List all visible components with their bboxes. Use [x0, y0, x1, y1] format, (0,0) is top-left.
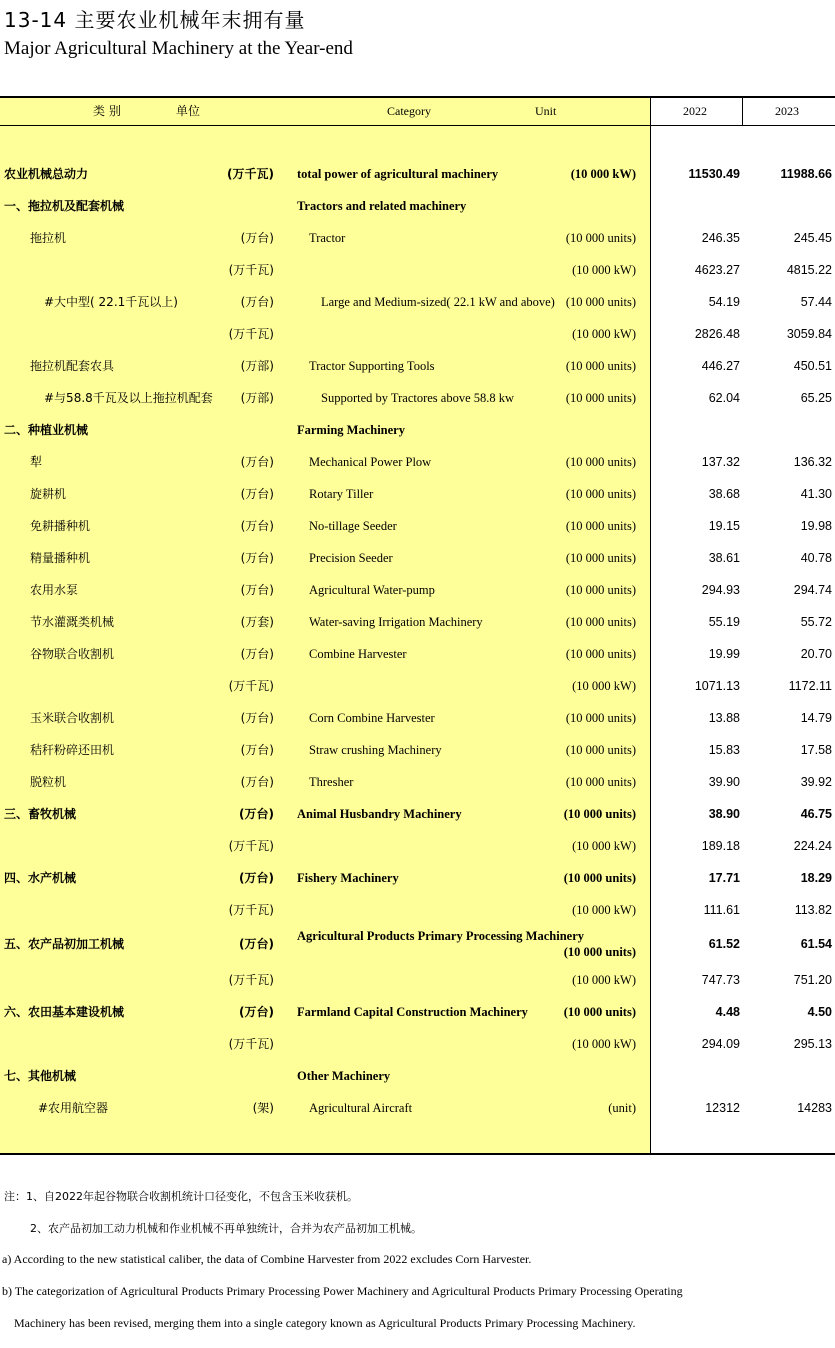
category-cn: 五、农产品初加工机械 [4, 937, 125, 951]
value-2023: 3059.84 [786, 327, 832, 341]
value-2023: 224.24 [793, 839, 832, 853]
category-en: Farmland Capital Construction Machinery [297, 1005, 528, 1019]
table-row [0, 318, 835, 350]
value-2023: 61.54 [800, 937, 832, 951]
unit-en: (10 000 units) [565, 711, 636, 725]
unit-en: (10 000 kW) [570, 167, 636, 181]
unit-en: (10 000 units) [565, 551, 636, 565]
value-2022: 19.99 [708, 647, 740, 661]
table-row [0, 1092, 835, 1124]
table-row [0, 766, 835, 798]
unit-cn: (万千瓦) [228, 973, 274, 987]
value-2023: 57.44 [800, 295, 832, 309]
category-cn: 七、其他机械 [4, 1069, 77, 1083]
table-row [0, 382, 835, 414]
category-cn: 拖拉机 [30, 231, 67, 245]
value-2022: 39.90 [708, 775, 740, 789]
category-en: Water-saving Irrigation Machinery [309, 615, 483, 629]
category-en: Fishery Machinery [297, 871, 399, 885]
category-cn: 三、畜牧机械 [4, 807, 77, 821]
unit-en: (10 000 units) [565, 647, 636, 661]
category-cn: 旋耕机 [30, 487, 67, 501]
unit-en: (10 000 kW) [572, 263, 636, 277]
value-2023: 1172.11 [788, 679, 832, 693]
category-en: Large and Medium-sized( 22.1 kW and above) [321, 295, 555, 309]
value-2022: 446.27 [701, 359, 740, 373]
unit-cn: (万台) [240, 583, 274, 597]
value-2023: 40.78 [800, 551, 832, 565]
category-cn: 谷物联合收割机 [30, 647, 115, 661]
table-row [0, 928, 835, 960]
value-2022: 38.90 [708, 807, 740, 821]
unit-cn: (万台) [240, 775, 274, 789]
value-2023: 751.20 [793, 973, 832, 987]
category-cn: 四、水产机械 [4, 871, 77, 885]
value-2023: 46.75 [800, 807, 832, 821]
value-2022: 111.61 [703, 903, 740, 917]
category-en: Corn Combine Harvester [309, 711, 435, 725]
table-row [0, 1028, 835, 1060]
category-cn: 秸秆粉碎还田机 [30, 743, 115, 757]
category-cn: 拖拉机配套农具 [30, 359, 115, 373]
table-top-rule [0, 96, 835, 98]
value-2022: 17.71 [708, 871, 740, 885]
unit-cn: (万台) [240, 551, 274, 565]
note-b-en: b) The categorization of Agricultural Products Primary Processing Power Machinery and Agricultural Products Primary Processing Operating [2, 1284, 683, 1298]
table-row [0, 964, 835, 996]
table-row [0, 254, 835, 286]
value-2022: 137.32 [701, 455, 740, 469]
value-2022: 54.19 [708, 295, 740, 309]
unit-cn: (万千瓦) [228, 903, 274, 917]
unit-cn: (万千瓦) [228, 1037, 274, 1051]
header-cn-unit: 单位 [176, 104, 201, 118]
unit-en: (10 000 units) [565, 487, 636, 501]
value-2023: 14.79 [800, 711, 832, 725]
value-2023: 245.45 [793, 231, 832, 245]
unit-cn: (万台) [240, 711, 274, 725]
unit-cn: (万台) [240, 743, 274, 757]
category-en: total power of agricultural machinery [297, 167, 499, 181]
category-cn: 精量播种机 [30, 551, 91, 565]
unit-cn: (万台) [240, 519, 274, 533]
table-row [0, 446, 835, 478]
category-en: Other Machinery [297, 1069, 391, 1083]
value-2023: 294.74 [793, 583, 832, 597]
value-2022: 2826.48 [694, 327, 740, 341]
value-2022: 12312 [705, 1101, 740, 1115]
category-en: No-tillage Seeder [309, 519, 397, 533]
note-2-cn: 2、农产品初加工动力机械和作业机械不再单独统计，合并为农产品初加工机械。 [30, 1222, 422, 1235]
table-row [0, 510, 835, 542]
value-2022: 747.73 [701, 973, 740, 987]
category-cn: 二、种植业机械 [4, 423, 89, 437]
unit-cn: (万千瓦) [228, 327, 274, 341]
header-year-2023: 2023 [775, 104, 799, 118]
unit-cn: (万部) [240, 391, 274, 405]
value-2022: 1071.13 [694, 679, 740, 693]
unit-en: (10 000 kW) [572, 679, 636, 693]
table-row [0, 286, 835, 318]
value-2022: 62.04 [708, 391, 740, 405]
table-row [0, 158, 835, 190]
unit-en: (unit) [608, 1101, 636, 1115]
category-en: Tractor [309, 231, 346, 245]
value-2022: 4623.27 [694, 263, 740, 277]
table-row [0, 670, 835, 702]
category-cn: 犁 [30, 455, 43, 469]
note-b-en-cont: Machinery has been revised, merging them into a single category known as Agricultural Products Primary Processing Machinery. [14, 1316, 636, 1330]
value-2022: 246.35 [701, 231, 740, 245]
unit-cn: (万台) [240, 295, 274, 309]
unit-en: (10 000 units) [565, 615, 636, 629]
header-en-category: Category [387, 104, 431, 118]
category-cn: 六、农田基本建设机械 [4, 1005, 125, 1019]
unit-cn: (万套) [240, 615, 274, 629]
unit-en: (10 000 units) [565, 359, 636, 373]
value-2023: 39.92 [800, 775, 832, 789]
unit-cn: (万台) [239, 1005, 274, 1019]
unit-en: (10 000 kW) [572, 973, 636, 987]
category-cn: 玉米联合收割机 [30, 711, 115, 725]
value-2022: 294.93 [701, 583, 740, 597]
category-en: Animal Husbandry Machinery [297, 807, 462, 821]
value-2023: 11988.66 [780, 167, 832, 181]
value-2023: 20.70 [800, 647, 832, 661]
unit-en: (10 000 kW) [572, 839, 636, 853]
value-2023: 55.72 [800, 615, 832, 629]
unit-en: (10 000 units) [565, 455, 636, 469]
category-en: Thresher [309, 775, 354, 789]
category-cn: 一、拖拉机及配套机械 [4, 199, 125, 213]
value-2022: 11530.49 [688, 167, 740, 181]
value-2022: 38.68 [708, 487, 740, 501]
unit-en: (10 000 units) [565, 295, 636, 309]
category-cn: 脱粒机 [30, 775, 67, 789]
value-2023: 136.32 [793, 455, 832, 469]
table-row [0, 478, 835, 510]
category-en: Tractors and related machinery [297, 199, 467, 213]
table-row [0, 574, 835, 606]
category-cn: #农用航空器 [38, 1101, 109, 1115]
table-row [0, 414, 835, 446]
header-en-unit: Unit [535, 104, 557, 118]
value-2023: 4.50 [807, 1005, 832, 1019]
category-en: Agricultural Water-pump [309, 583, 435, 597]
unit-cn: (万千瓦) [228, 679, 274, 693]
unit-cn: (万台) [240, 231, 274, 245]
data-table [0, 96, 835, 1155]
category-en: Combine Harvester [309, 647, 407, 661]
value-2022: 294.09 [701, 1037, 740, 1051]
header-rule [0, 125, 835, 126]
table-row [0, 1060, 835, 1092]
unit-en: (10 000 units) [563, 871, 636, 885]
category-cn: #与58.8千瓦及以上拖拉机配套 [44, 391, 213, 405]
value-2022: 4.48 [715, 1005, 740, 1019]
category-en: Precision Seeder [309, 551, 393, 565]
page-title-en: Major Agricultural Machinery at the Year-end [4, 38, 353, 59]
unit-cn: (万台) [239, 807, 274, 821]
category-cn: #大中型( 22.1千瓦以上) [44, 295, 178, 309]
unit-en: (10 000 units) [563, 945, 636, 959]
unit-cn: (万台) [240, 487, 274, 501]
value-2023: 41.30 [800, 487, 832, 501]
value-2023: 19.98 [800, 519, 832, 533]
value-2023: 450.51 [793, 359, 832, 373]
value-2023: 295.13 [793, 1037, 832, 1051]
table-row [0, 542, 835, 574]
table-row [0, 798, 835, 830]
unit-cn: (万千瓦) [228, 263, 274, 277]
value-2022: 189.18 [701, 839, 740, 853]
table-row [0, 734, 835, 766]
value-2023: 18.29 [800, 871, 832, 885]
category-en: Farming Machinery [297, 423, 405, 437]
unit-en: (10 000 units) [565, 231, 636, 245]
value-2022: 55.19 [708, 615, 740, 629]
year-divider [742, 96, 743, 126]
page-title-cn: 13-14 主要农业机械年末拥有量 [4, 8, 306, 32]
category-en: Supported by Tractores above 58.8 kw [321, 391, 515, 405]
note-a-en: a) According to the new statistical caliber, the data of Combine Harvester from 2022 excludes Corn Harvester. [2, 1252, 532, 1266]
unit-en: (10 000 kW) [572, 1037, 636, 1051]
value-2023: 65.25 [800, 391, 832, 405]
value-2022: 15.83 [708, 743, 740, 757]
value-2022: 38.61 [708, 551, 740, 565]
category-en: Straw crushing Machinery [309, 743, 442, 757]
table-row [0, 830, 835, 862]
unit-en: (10 000 units) [565, 391, 636, 405]
table-row [0, 862, 835, 894]
unit-cn: (万千瓦) [228, 839, 274, 853]
category-cn: 节水灌溉类机械 [30, 615, 115, 629]
table-row [0, 350, 835, 382]
unit-en: (10 000 units) [563, 807, 636, 821]
unit-cn: (万台) [239, 871, 274, 885]
category-en: Rotary Tiller [309, 487, 374, 501]
table-row [0, 702, 835, 734]
table-row [0, 638, 835, 670]
unit-en: (10 000 units) [563, 1005, 636, 1019]
unit-en: (10 000 units) [565, 583, 636, 597]
category-cn: 农用水泵 [30, 583, 79, 597]
table-bottom-rule [0, 1153, 835, 1155]
value-2022: 61.52 [708, 937, 740, 951]
category-cn: 农业机械总动力 [4, 167, 89, 181]
category-en: Mechanical Power Plow [309, 455, 432, 469]
header-year-2022: 2022 [683, 104, 707, 118]
unit-cn: (万部) [240, 359, 274, 373]
unit-cn: (万台) [239, 937, 274, 951]
unit-en: (10 000 kW) [572, 903, 636, 917]
table-row [0, 190, 835, 222]
table-row [0, 996, 835, 1028]
unit-en: (10 000 units) [565, 775, 636, 789]
value-2023: 17.58 [800, 743, 832, 757]
unit-cn: (万台) [240, 647, 274, 661]
category-cn: 免耕播种机 [30, 519, 91, 533]
unit-en: (10 000 units) [565, 743, 636, 757]
value-2023: 4815.22 [786, 263, 832, 277]
unit-cn: (万千瓦) [227, 167, 274, 181]
value-2022: 13.88 [708, 711, 740, 725]
value-2022: 19.15 [708, 519, 740, 533]
table-row [0, 606, 835, 638]
category-en: Tractor Supporting Tools [309, 359, 435, 373]
value-2023: 14283 [797, 1101, 832, 1115]
category-en: Agricultural Aircraft [309, 1101, 413, 1115]
category-en: Agricultural Products Primary Processing Machinery [297, 929, 584, 943]
unit-cn: (架) [252, 1101, 274, 1115]
unit-en: (10 000 kW) [572, 327, 636, 341]
table-row [0, 222, 835, 254]
note-1-cn: 注：1、自2022年起谷物联合收割机统计口径变化，不包含玉米收获机。 [4, 1190, 358, 1203]
unit-cn: (万台) [240, 455, 274, 469]
value-2023: 113.82 [794, 903, 832, 917]
header-cn-category: 类 别 [93, 104, 121, 118]
unit-en: (10 000 units) [565, 519, 636, 533]
